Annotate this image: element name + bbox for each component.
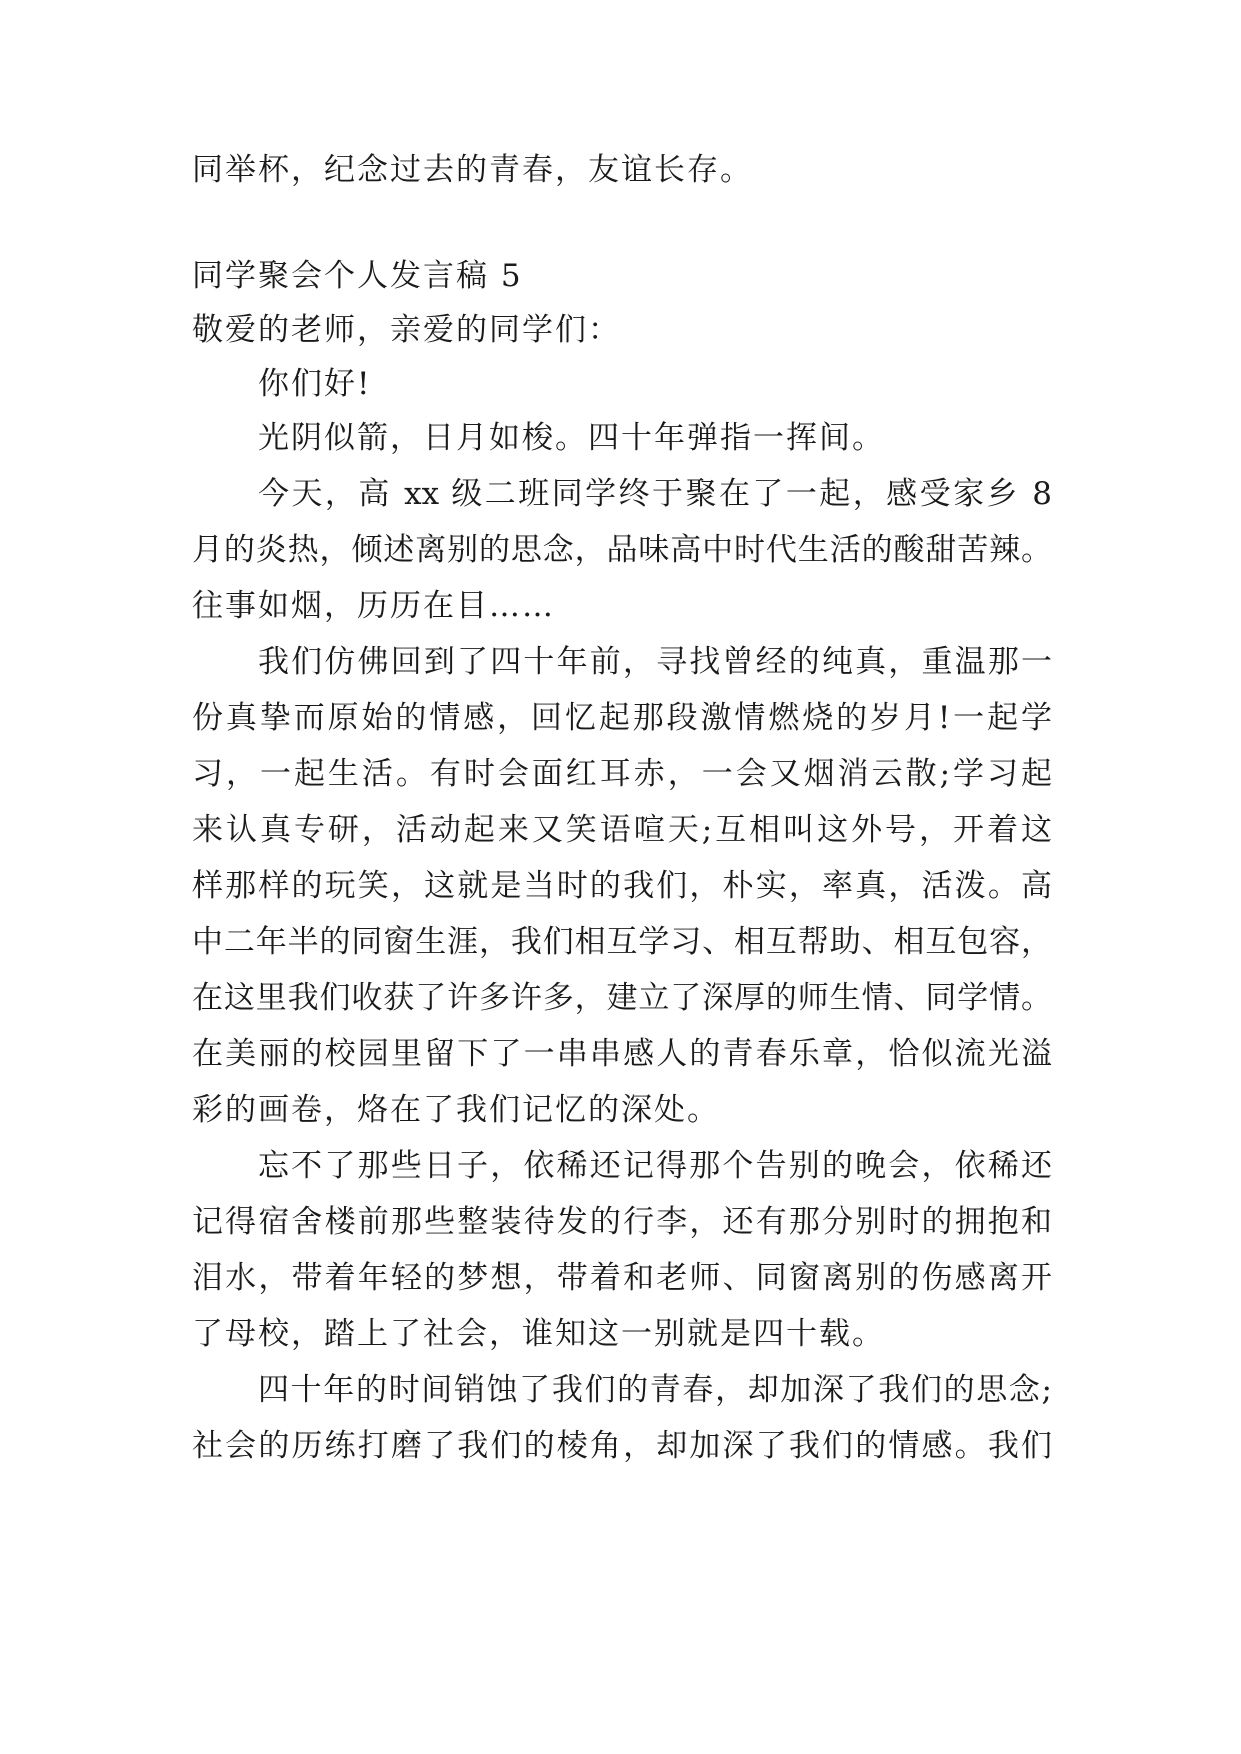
- section-title: 同学聚会个人发言稿 5: [192, 258, 523, 294]
- paragraph-line: 光阴似箭，日月如梭。四十年弹指一挥间。: [258, 420, 885, 456]
- paragraph-line: 样那样的玩笑，这就是当时的我们，朴实，率真，活泼。高: [192, 868, 1052, 904]
- paragraph-line: 泪水，带着年轻的梦想，带着和老师、同窗离别的伤感离开: [192, 1260, 1052, 1296]
- paragraph-line: 忘不了那些日子，依稀还记得那个告别的晚会，依稀还: [258, 1148, 1052, 1184]
- greeting: 你们好!: [258, 366, 372, 402]
- paragraph-line: 往事如烟，历历在目……: [192, 588, 555, 624]
- paragraph-line: 记得宿舍楼前那些整装待发的行李，还有那分别时的拥抱和: [192, 1204, 1052, 1240]
- paragraph-line: 在这里我们收获了许多许多，建立了深厚的师生情、同学情。: [192, 980, 1052, 1016]
- paragraph-line: 我们仿佛回到了四十年前，寻找曾经的纯真，重温那一: [258, 644, 1052, 680]
- salutation: 敬爱的老师，亲爱的同学们：: [192, 312, 621, 348]
- paragraph-line: 来认真专研，活动起来又笑语喧天;互相叫这外号，开着这: [192, 812, 1052, 848]
- paragraph-line: 四十年的时间销蚀了我们的青春，却加深了我们的思念;: [258, 1372, 1052, 1408]
- paragraph-line: 份真挚而原始的情感，回忆起那段激情燃烧的岁月!一起学: [192, 700, 1052, 736]
- paragraph-line: 今天，高 xx 级二班同学终于聚在了一起，感受家乡 8: [258, 476, 1052, 512]
- paragraph-line: 月的炎热，倾述离别的思念，品味高中时代生活的酸甜苦辣。: [192, 532, 1052, 568]
- paragraph-closing-line: 同举杯，纪念过去的青春，友谊长存。: [192, 152, 753, 188]
- paragraph-line: 了母校，踏上了社会，谁知这一别就是四十载。: [192, 1316, 885, 1352]
- paragraph-line: 中二年半的同窗生涯，我们相互学习、相互帮助、相互包容，: [192, 924, 1052, 960]
- paragraph-line: 在美丽的校园里留下了一串串感人的青春乐章，恰似流光溢: [192, 1036, 1052, 1072]
- paragraph-line: 习，一起生活。有时会面红耳赤，一会又烟消云散;学习起: [192, 756, 1052, 792]
- paragraph-line: 社会的历练打磨了我们的棱角，却加深了我们的情感。我们: [192, 1428, 1052, 1464]
- paragraph-line: 彩的画卷，烙在了我们记忆的深处。: [192, 1092, 720, 1128]
